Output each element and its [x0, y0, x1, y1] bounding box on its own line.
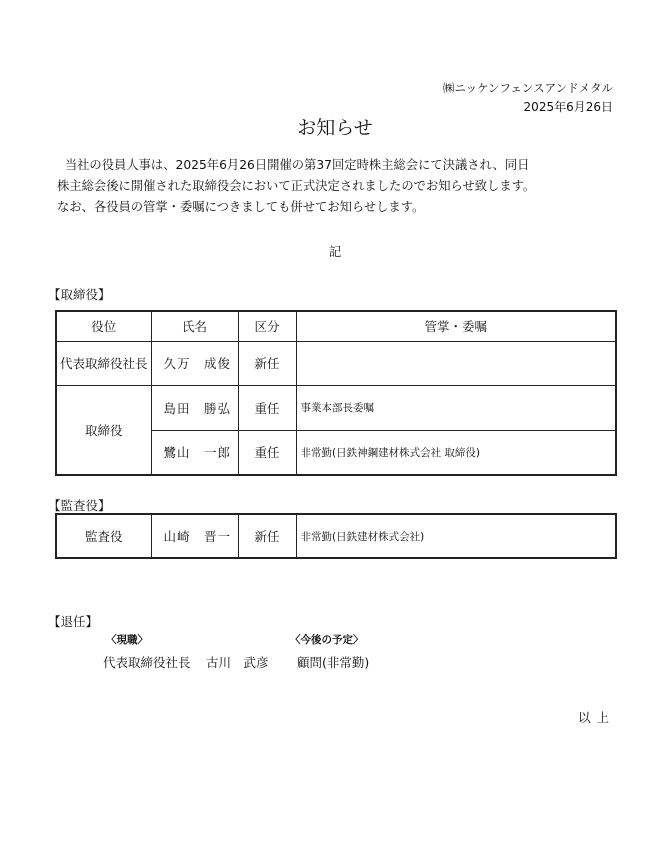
retiree-future: 顧問(非常勤)	[297, 655, 370, 670]
notice-body	[57, 155, 535, 218]
cell-name: 鷺山 一郎	[151, 430, 238, 475]
header-name: 氏名	[151, 311, 238, 341]
body-line-3: なお、各役員の管掌・委嘱につきましても併せてお知らせします。	[57, 200, 425, 214]
directors-section-label: 【取締役】	[48, 287, 111, 302]
cell-position: 代表取締役社長	[56, 341, 151, 385]
cell-duty: 非常勤(日鉄神鋼建材株式会社 取締役)	[296, 430, 616, 475]
body-line-1: 当社の役員人事は、2025年6月26日開催の第37回定時株主総会にて決議され、同日	[64, 158, 530, 172]
cell-duty: 非常勤(日鉄建材株式会社)	[296, 514, 616, 558]
cell-position: 取締役	[56, 385, 151, 475]
cell-name: 島田 勝弘	[151, 385, 238, 430]
auditors-table	[55, 513, 617, 559]
cell-name: 山崎 晋一	[151, 514, 238, 558]
closing-mark: 以上	[577, 710, 615, 725]
cell-category: 重任	[238, 430, 296, 475]
cell-duty	[296, 341, 616, 385]
cell-duty: 事業本部長委嘱	[296, 385, 616, 430]
cell-category: 新任	[238, 341, 296, 385]
cell-position: 監査役	[56, 514, 151, 558]
header-duty: 管掌・委嘱	[296, 311, 616, 341]
cell-category: 新任	[238, 514, 296, 558]
cell-category: 重任	[238, 385, 296, 430]
auditors-section-label: 【監査役】	[48, 498, 111, 513]
table-row	[56, 514, 616, 558]
header-position: 役位	[56, 311, 151, 341]
future-plan-label: 〈今後の予定〉	[290, 634, 364, 646]
retiree-position: 代表取締役社長	[103, 655, 191, 670]
table-row	[56, 385, 616, 430]
table-row	[56, 341, 616, 385]
notice-date: 2025年6月26日	[523, 100, 613, 114]
body-line-2: 株主総会後に開催された取締役会において正式決定されましたのでお知らせ致します。	[57, 179, 536, 193]
retiree-name: 古川 武彦	[206, 655, 269, 670]
cell-name: 久万 成俊	[151, 341, 238, 385]
retirement-section-label: 【退任】	[48, 614, 99, 629]
table-header-row	[56, 311, 616, 341]
header-category: 区分	[238, 311, 296, 341]
ki-mark: 記	[328, 244, 342, 259]
directors-table	[55, 310, 617, 476]
page-title: お知らせ	[297, 117, 373, 139]
current-position-label: 〈現職〉	[106, 634, 148, 646]
company-name: ㈱ニッケンフェンスアンドメタル	[443, 81, 613, 95]
